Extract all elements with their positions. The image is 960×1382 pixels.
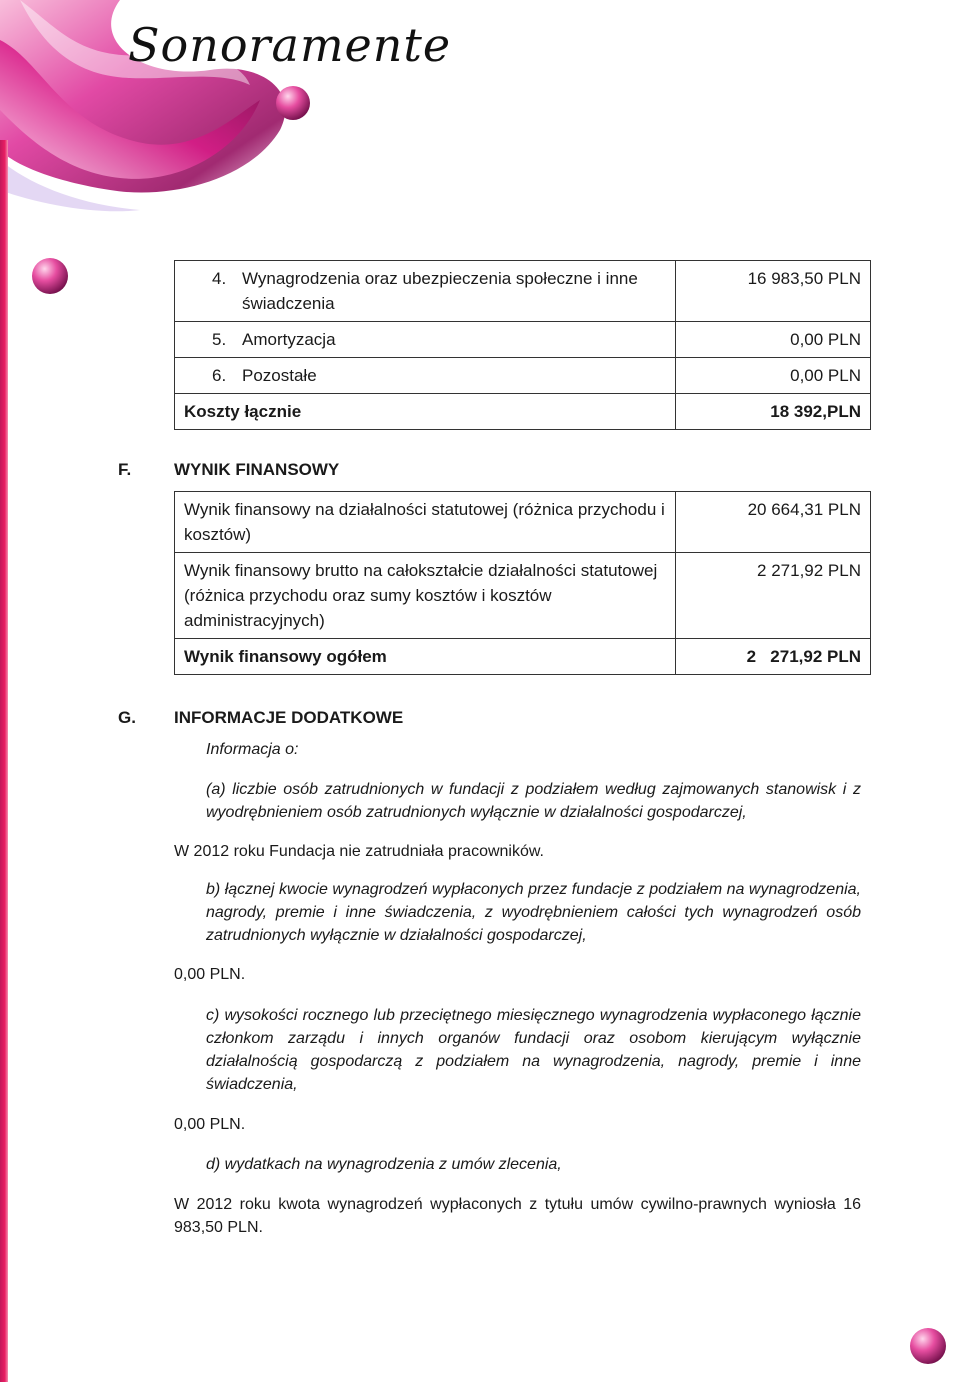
row-value: 2 271,92 PLN — [676, 553, 871, 639]
table-row — [175, 553, 871, 639]
item-b-answer: 0,00 PLN. — [174, 966, 246, 983]
table-row — [175, 358, 871, 394]
brand-logo: Sonoramente — [128, 18, 452, 72]
row-value: 20 664,31 PLN — [676, 492, 871, 553]
row-number: 6. — [212, 366, 227, 385]
row-number: 4. — [212, 269, 227, 288]
row-label: Pozostałe — [242, 366, 317, 385]
item-a-answer: W 2012 roku Fundacja nie zatrudniała pracowników. — [174, 843, 544, 860]
section-f-heading — [118, 460, 339, 480]
row-label: Amortyzacja — [242, 330, 336, 349]
row-value: 0,00 PLN — [676, 322, 871, 358]
total-label: Wynik finansowy ogółem — [175, 639, 676, 675]
section-letter: F. — [118, 460, 132, 479]
total-row — [175, 639, 871, 675]
item-c-answer: 0,00 PLN. — [174, 1116, 246, 1133]
row-label: Wynik finansowy brutto na całokształcie działalności statutowej (różnica przychodu oraz sumy kosztów i kosztów administracyjnych) — [175, 553, 676, 639]
item-a-text: (a) liczbie osób zatrudnionych w fundacji z podziałem według zajmowanych stanowisk i z wyodrębnieniem osób zatrudnionych wyłącznie w działalności gospodarczej, — [206, 781, 861, 821]
row-label: Wynik finansowy na działalności statutowej (różnica przychodu i kosztów) — [175, 492, 676, 553]
financial-result-table — [174, 491, 871, 675]
bead-icon — [276, 86, 310, 120]
table-row — [175, 261, 871, 322]
item-d-text: d) wydatkach na wynagrodzenia z umów zlecenia, — [206, 1156, 562, 1173]
total-value: 18 392,PLN — [676, 394, 871, 430]
table-row — [175, 492, 871, 553]
info-intro: Informacja o: — [206, 741, 299, 758]
row-value: 0,00 PLN — [676, 358, 871, 394]
section-title: INFORMACJE DODATKOWE — [174, 708, 404, 727]
bead-icon — [910, 1328, 946, 1364]
bead-icon — [32, 258, 68, 294]
section-g-heading — [118, 708, 403, 728]
item-c-text: c) wysokości rocznego lub przeciętnego miesięcznego wynagrodzenia wypłaconego łącznie członkom zarządu i innych organów fundacji oraz osobom kierującym wyłącznie działalnością gospodarczą z podziałem na wynagrodzenia, nagrody, premie i inne świadczenia, — [206, 1007, 861, 1093]
section-letter: G. — [118, 708, 136, 727]
total-row — [175, 394, 871, 430]
row-label: Wynagrodzenia oraz ubezpieczenia społeczne i inne świadczenia — [242, 269, 638, 313]
row-value: 16 983,50 PLN — [676, 261, 871, 322]
total-value: 2 271,92 PLN — [676, 639, 871, 675]
section-title: WYNIK FINANSOWY — [174, 460, 340, 479]
item-d-answer: W 2012 roku kwota wynagrodzeń wypłaconych z tytułu umów cywilno-prawnych wyniosła 16 983,50 PLN. — [174, 1196, 861, 1236]
table-row — [175, 322, 871, 358]
item-b-text: b) łącznej kwocie wynagrodzeń wypłaconych przez fundacje z podziałem na wynagrodzenia, nagrody, premie i inne świadczenia, z wyodrębnieniem całości tych wynagrodzeń osób zatrudnionych wyłącznie w działalności gospodarczej, — [206, 881, 861, 944]
row-number: 5. — [212, 330, 227, 349]
side-accent-bar — [0, 140, 8, 1382]
costs-table — [174, 260, 871, 430]
total-label: Koszty łącznie — [175, 394, 676, 430]
